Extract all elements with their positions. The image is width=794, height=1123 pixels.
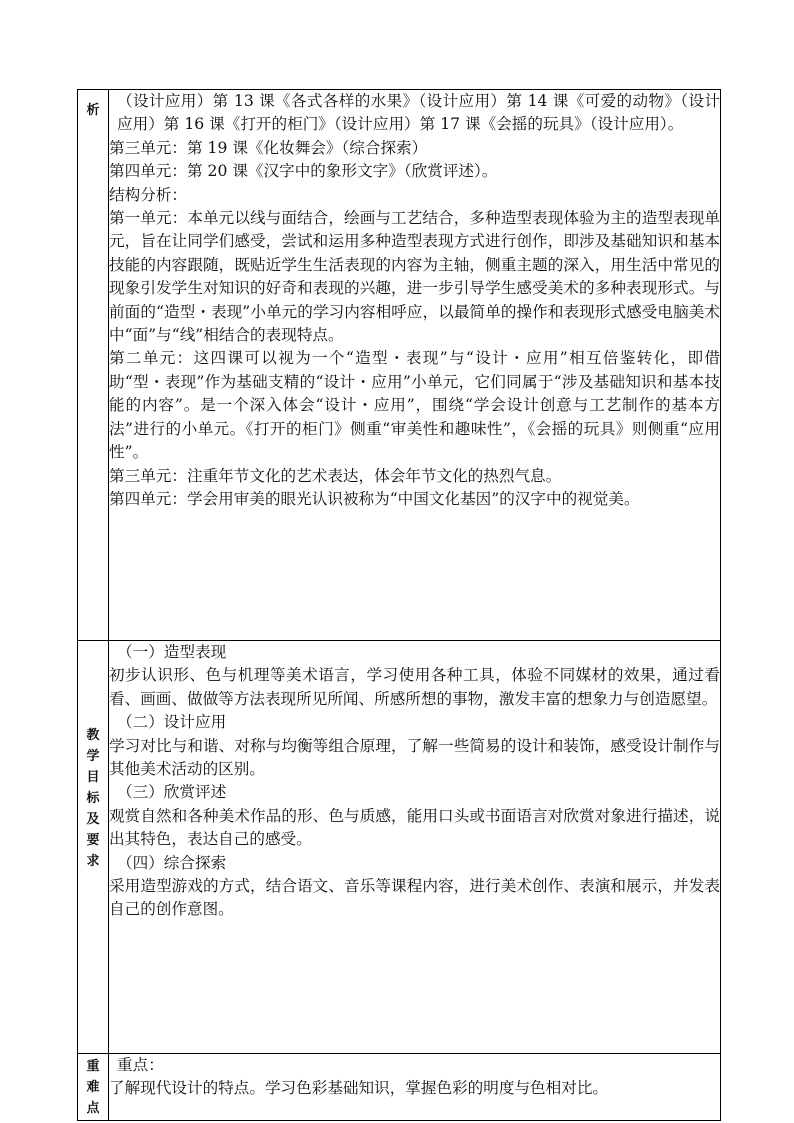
paragraph: 重点： [117,1056,164,1074]
paragraph: 学习对比与和谐、对称与均衡等组合原理，了解一些简易的设计和装饰，感受设计制作与其他美术活动的区别。 [109,736,720,779]
paragraph: 采用造型游戏的方式，结合语文、音乐等课程内容，进行美术创作、表演和展示，并发表自己的创作意图。 [109,877,720,919]
paragraph: （设计应用）第 13 课《各式各样的水果》（设计应用）第 14 课《可爱的动物》（设计应用）第 16 课《打开的柜门》（设计应用）第 17 课《会摇的玩具》（设计应用）。 [117,92,720,134]
section-heading: （一）造型表现 [117,643,227,661]
section-heading: （二）设计应用 [117,713,227,732]
label-text: 析 [86,103,100,118]
row-label-objectives [78,641,109,1054]
paragraph: 第一单元：本单元以线与面结合，绘画与工艺结合，多种造型表现体验为主的造型表现单元，旨在让同学们感受，尝试和运用多种造型表现方式进行创作，即涉及基础知识和基本技能的内容跟随，既贴近学生生活表现的内容为主轴，侧重主题的深入，用生活中常见的现象引发学生对知识的好奇和表现的兴趣，进一步引导学生感受美术的多种表现形式。与前面的“造型・表现”小单元的学习内容相呼应，以最简单的操作和表现形式感受电脑美术中“面”与“线”相结合的表现特点。 [109,209,720,345]
section-heading: （四）综合探索 [117,853,227,872]
table-row-analysis [78,90,721,641]
paragraph: 观赏自然和各种美术作品的形、色与质感，能用口头或书面语言对欣赏对象进行描述，说出其特色，表达自己的感受。 [109,806,720,849]
table-row-key-points [78,1054,721,1121]
label-text: 重难点 [86,1059,100,1116]
row-label-analysis [78,90,109,641]
paragraph: 第三单元：第 19 课《化妆舞会》（综合探索） [109,138,428,157]
objectives-content [109,641,721,1054]
paragraph: 第三单元：注重年节文化的艺术表达，体会年节文化的热烈气息。 [109,466,562,485]
paragraph: 第四单元：学会用审美的眼光认识被称为“中国文化基因”的汉字中的视觉美。 [109,489,640,508]
paragraph: 初步认识形、色与机理等美术语言，学习使用各种工具，体验不同媒材的效果，通过看看、画画、做做等方法表现所见所闻、所感所想的事物，激发丰富的想象力与创造愿望。 [109,666,720,708]
section-heading: （三）欣赏评述 [117,783,227,802]
table-row-objectives [78,641,721,1054]
paragraph: 第二单元：这四课可以视为一个“造型・表现”与“设计・应用”相互倍鉴转化，即借助“型・表现”作为基础支精的“设计・应用”小单元，它们同属于“涉及基础知识和基本技能的内容”。是一个深入体会“设计・应用”，围绕“学会设计创意与工艺制作的基本方法”进行的小单元。《打开的柜门》侧重“审美性和趣味性”，《会摇的玩具》则侧重“应用性”。 [109,349,720,462]
paragraph: 结构分析： [109,185,187,204]
analysis-content [109,90,721,641]
key-points-content [109,1054,721,1121]
paragraph: 了解现代设计的特点。学习色彩基础知识，掌握色彩的明度与色相对比。 [109,1079,609,1098]
paragraph: 第四单元：第 20 课《汉字中的象形文字》（欣赏评述）。 [109,162,498,181]
row-label-key-points [78,1054,109,1121]
lesson-plan-table [77,89,721,1121]
label-text: 教学目标及要求 [86,728,100,869]
